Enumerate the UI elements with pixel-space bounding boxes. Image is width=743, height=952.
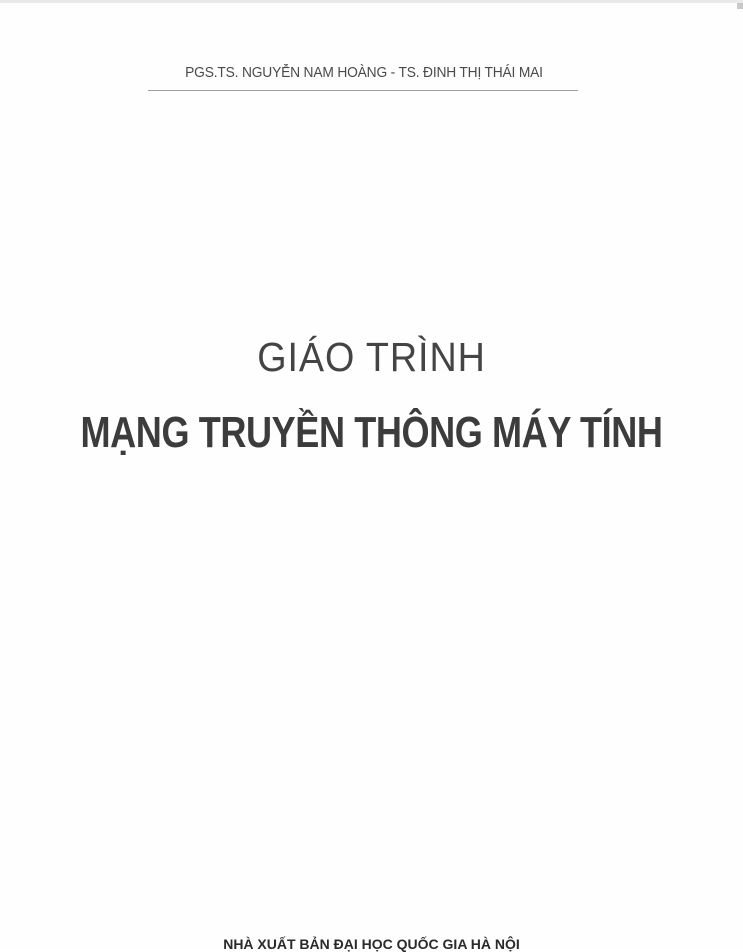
publisher-name: NHÀ XUẤT BẢN ĐẠI HỌC QUỐC GIA HÀ NỘI (223, 936, 520, 952)
authors-line: PGS.TS. NGUYỄN NAM HOÀNG - TS. ĐINH THỊ THÁI MAI (185, 64, 543, 81)
page-top-edge (0, 0, 743, 3)
book-title: MẠNG TRUYỀN THÔNG MÁY TÍNH (80, 408, 663, 457)
book-subtitle: GIÁO TRÌNH (257, 334, 486, 380)
scan-corner-mark (737, 3, 743, 9)
authors-divider (148, 90, 578, 91)
